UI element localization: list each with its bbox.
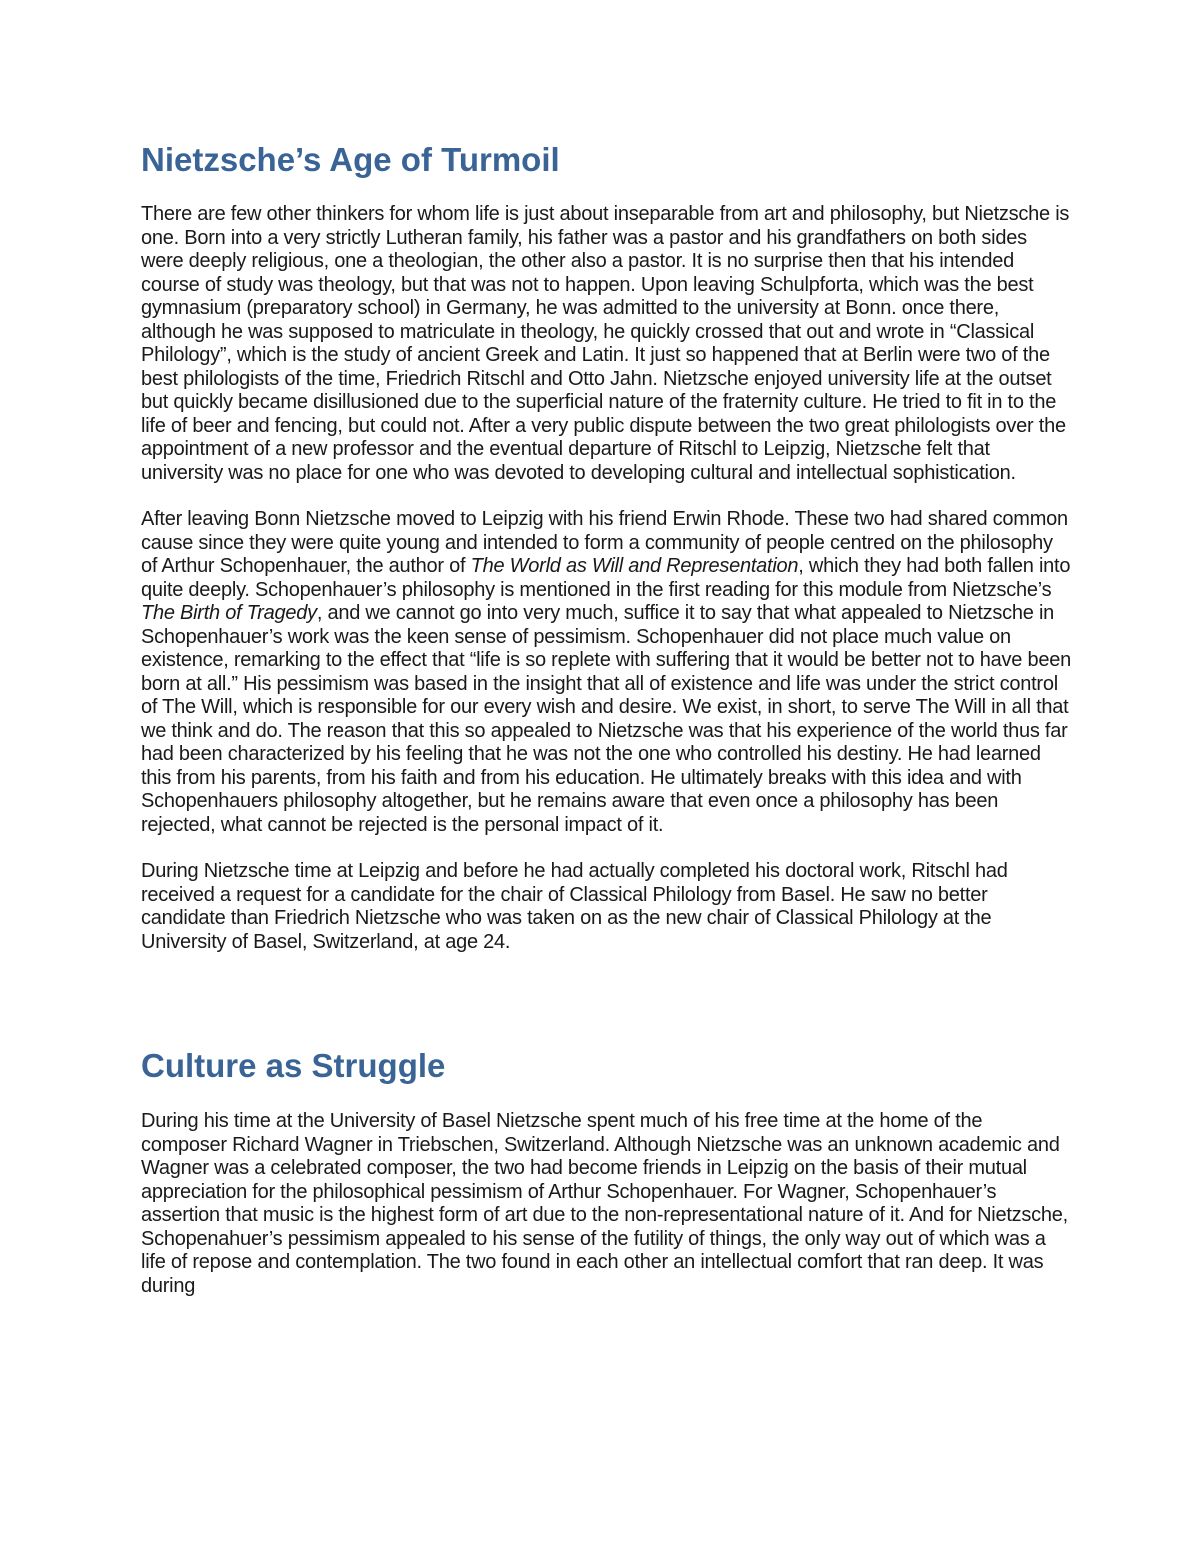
paragraph-basel-appointment: During Nietzsche time at Leipzig and before he had actually completed his doctoral work, Ritschl had received a request for a candidate for the chair of Classical Philology from Basel. He saw no better candidate than Friedrich Nietzsche who was taken on as the new chair of Classical Philology at the University of Basel, Switzerland, at age 24. [141, 860, 1008, 953]
paragraph-text: After leaving Bonn Nietzsche moved to Leipzig with his friend Erwin Rhode. These two had shared common cause since they were quite young and intended to form a community of people centred on the philosophy of Arthur Schopenhauer, the author of [141, 508, 1068, 577]
paragraph-text: , which they had both fallen into quite deeply. Schopenhauer’s philosophy is mentioned in the first reading for this module from Nietzsche’s [141, 555, 1071, 601]
section-heading-turmoil: Nietzsche’s Age of Turmoil [141, 141, 560, 178]
book-title-birth-of-tragedy: The Birth of Tragedy [141, 602, 317, 624]
section-heading-culture-struggle: Culture as Struggle [141, 1047, 446, 1084]
book-title-world-as-will: The World as Will and Representation [470, 555, 799, 577]
paragraph-early-life: There are few other thinkers for whom life is just about inseparable from art and philosophy, but Nietzsche is one. Born into a very strictly Lutheran family, his father was a pastor and his grandfathers on both sides were deeply religious, one a theologian, the other also a pastor. It is no surprise then that his intended course of study was theology, but that was not to happen. Upon leaving Schulpforta, which was the best gymnasium (preparatory school) in Germany, he was admitted to the university at Bonn. once there, although he was supposed to matriculate in theology, he quickly crossed that out and wrote in “Classical Philology”, which is the study of ancient Greek and Latin. It just so happened that at Berlin were two of the best philologists of the time, Friedrich Ritschl and Otto Jahn. Nietzsche enjoyed university life at the outset but quickly became disillusioned due to the superficial nature of the fraternity culture. He tried to fit in to the life of beer and fencing, but could not. After a very public dispute between the two great philologists over the appointment of a new professor and the eventual departure of Ritschl to Leipzig, Nietzsche felt that university was no place for one who was devoted to developing cultural and intellectual sophistication. [141, 203, 1070, 484]
paragraph-text: , and we cannot go into very much, suffice it to say that what appealed to Nietzsche in Schopenhauer’s work was the keen sense of pessimism. Schopenhauer did not place much value on existence, remarking to the effect that “life is so replete with suffering that it would be better not to have been born at all.” His pessimism was based in the insight that all of existence and life was under the strict control of The Will, which is responsible for our every wish and desire. We exist, in short, to serve The Will in all that we think and do. The reason that this so appealed to Nietzsche was that his experience of the world thus far had been characterized by his feeling that he was not the one who controlled his destiny. He had learned this from his parents, from his faith and from his education. He ultimately breaks with this idea and with Schopenhauers philosophy altogether, but he remains aware that even once a philosophy has been rejected, what cannot be rejected is the personal impact of it. [141, 602, 1071, 836]
paragraph-schopenhauer [141, 508, 1071, 837]
document-page [141, 138, 1071, 1298]
paragraph-wagner: During his time at the University of Basel Nietzsche spent much of his free time at the home of the composer Richard Wagner in Triebschen, Switzerland. Although Nietzsche was an unknown academic and Wagner was a celebrated composer, the two had become friends in Leipzig on the basis of their mutual appreciation for the philosophical pessimism of Arthur Schopenhauer. For Wagner, Schopenhauer’s assertion that music is the highest form of art due to the non-representational nature of it. And for Nietzsche, Schopenahuer’s pessimism appealed to his sense of the futility of things, the only way out of which was a life of repose and contemplation. The two found in each other an intellectual comfort that ran deep. It was during [141, 1110, 1068, 1297]
